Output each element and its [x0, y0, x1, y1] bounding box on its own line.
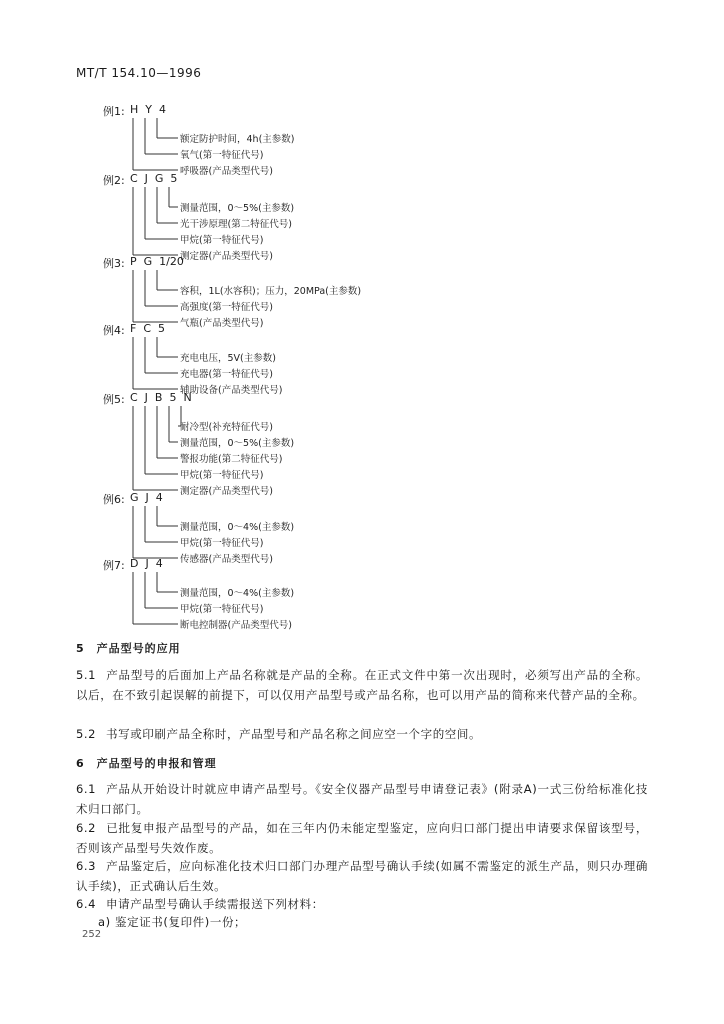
- example-annotation: 耐冷型(补充特征代号): [180, 422, 273, 433]
- paragraph-number: 6.3: [76, 859, 97, 873]
- paragraph-5-2: [76, 725, 648, 745]
- example-label: 例5:: [103, 393, 125, 406]
- paragraph-6-2: [76, 819, 648, 858]
- example-annotation: 传感器(产品类型代号): [180, 554, 273, 565]
- example-model-code: G J 4: [130, 491, 163, 504]
- example-annotation: 测定器(产品类型代号): [180, 486, 273, 497]
- example-annotation: 断电控制器(产品类型代号): [180, 620, 292, 631]
- paragraph-number: 6.4: [76, 897, 97, 911]
- paragraph-5-1: [76, 666, 648, 705]
- paragraph-6-4: [76, 895, 648, 915]
- example-model-code: C J G 5: [130, 172, 178, 185]
- example-3: [0, 255, 724, 327]
- paragraph-text: 产品鉴定后，应向标准化技术归口部门办理产品型号确认手续(如属不需鉴定的派生产品，则只办理确认手续)，正式确认后生效。: [76, 859, 648, 893]
- example-annotation: 额定防护时间，4h(主参数): [180, 134, 295, 145]
- example-4: [0, 322, 724, 394]
- list-item-a: a) 鉴定证书(复印件)一份；: [98, 915, 247, 929]
- example-label: 例2:: [103, 174, 125, 187]
- example-label: 例1:: [103, 105, 125, 118]
- page-number: 252: [82, 929, 102, 940]
- paragraph-number: 5.1: [76, 668, 97, 682]
- example-annotation: 气瓶(产品类型代号): [180, 318, 264, 329]
- example-annotation: 充电器(第一特征代号): [180, 369, 273, 380]
- example-label: 例3:: [103, 257, 125, 270]
- paragraph-6-1: [76, 780, 648, 819]
- example-5: [0, 391, 724, 495]
- example-model-code: F C 5: [130, 322, 165, 335]
- example-1: [0, 103, 724, 175]
- example-annotation: 测量范围，0～4%(主参数): [180, 522, 295, 533]
- example-model-code: H Y 4: [130, 103, 166, 116]
- example-model-code: D J 4: [130, 557, 163, 570]
- example-model-code: C J B 5 N: [130, 391, 192, 404]
- paragraph-number: 6.2: [76, 821, 97, 835]
- paragraph-text: 产品型号的后面加上产品名称就是产品的全称。在正式文件中第一次出现时，必须写出产品的全称。以后，在不致引起误解的前提下，可以仅用产品型号或产品名称，也可以用产品的简称来代替产品的全称。: [76, 668, 648, 702]
- standard-number-header: MT/T 154.10—1996: [76, 66, 202, 80]
- example-2: [0, 172, 724, 260]
- paragraph-number: 5.2: [76, 727, 97, 741]
- example-label: 例7:: [103, 559, 125, 572]
- example-7: [0, 557, 724, 629]
- paragraph-number: 6.1: [76, 782, 97, 796]
- example-annotation: 甲烷(第一特征代号): [180, 470, 264, 481]
- example-annotation: 测量范围，0～5%(主参数): [180, 203, 295, 214]
- example-annotation: 测量范围，0～4%(主参数): [180, 588, 295, 599]
- paragraph-text: 书写或印刷产品全称时，产品型号和产品名称之间应空一个字的空间。: [106, 727, 482, 741]
- example-annotation: 充电电压，5V(主参数): [180, 353, 276, 364]
- section-6-title: 6 产品型号的申报和管理: [76, 757, 217, 770]
- example-annotation: 高强度(第一特征代号): [180, 302, 273, 313]
- example-annotation: 测量范围，0～5%(主参数): [180, 438, 295, 449]
- paragraph-text: 申请产品型号确认手续需报送下列材料：: [106, 897, 324, 911]
- example-label: 例4:: [103, 324, 125, 337]
- paragraph-text: 产品从开始设计时就应申请产品型号。《安全仪器产品型号申请登记表》(附录A)一式三份给标准化技术归口部门。: [76, 782, 648, 816]
- example-annotation: 测定器(产品类型代号): [180, 251, 273, 262]
- example-model-code: P G 1/20: [130, 255, 184, 268]
- example-annotation: 氧气(第一特征代号): [180, 150, 264, 161]
- example-annotation: 辅助设备(产品类型代号): [180, 385, 283, 396]
- paragraph-6-3: [76, 857, 648, 896]
- example-annotation: 呼吸器(产品类型代号): [180, 166, 273, 177]
- section-5-title: 5 产品型号的应用: [76, 642, 181, 655]
- example-annotation: 光干涉原理(第二特征代号): [180, 219, 292, 230]
- example-annotation: 警报功能(第二特征代号): [180, 454, 283, 465]
- example-annotation: 甲烷(第一特征代号): [180, 235, 264, 246]
- example-annotation: 甲烷(第一特征代号): [180, 604, 264, 615]
- example-6: [0, 491, 724, 563]
- example-annotation: 容积，1L(水容积)；压力，20MPa(主参数): [180, 286, 362, 297]
- example-label: 例6:: [103, 493, 125, 506]
- example-annotation: 甲烷(第一特征代号): [180, 538, 264, 549]
- paragraph-text: 已批复申报产品型号的产品，如在三年内仍未能定型鉴定，应向归口部门提出申请要求保留该型号，否则该产品型号失效作废。: [76, 821, 648, 855]
